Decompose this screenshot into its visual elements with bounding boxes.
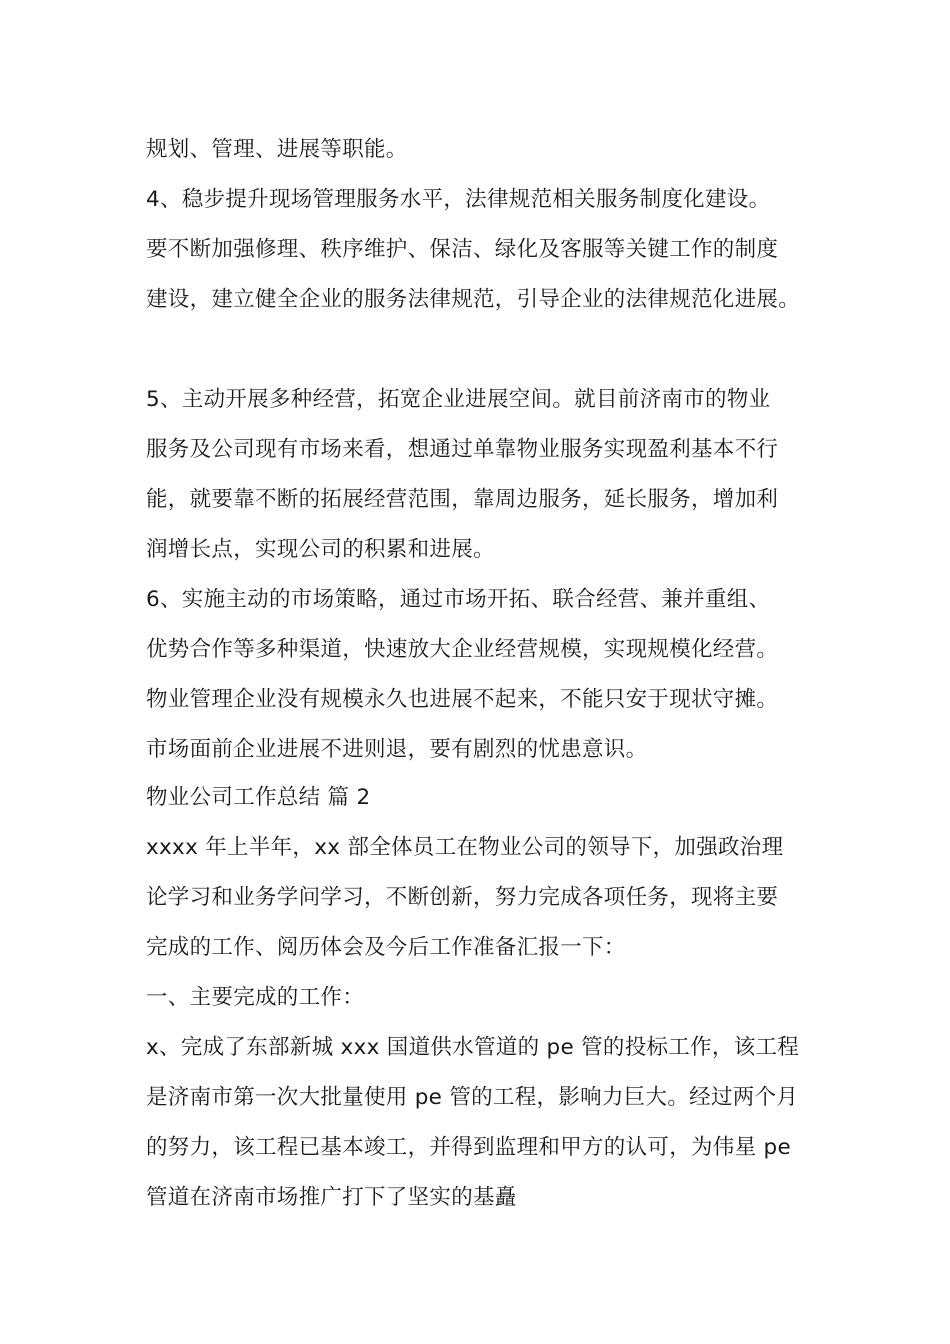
text-line: 一、主要完成的工作： xyxy=(146,985,365,1010)
text-line: 完成的工作、阅历体会及今后工作准备汇报一下： xyxy=(146,935,626,960)
text-line: 是济南市第一次大批量使用 pe 管的工程，影响力巨大。经过两个月 xyxy=(146,1085,799,1110)
text-line: 建设，建立健全企业的服务法律规范，引导企业的法律规范化进展。 xyxy=(146,287,801,312)
text-line: 6、实施主动的市场策略，通过市场开拓、联合经营、兼并重组、 xyxy=(146,587,771,612)
text-line: x、完成了东部新城 xxx 国道供水管道的 pe 管的投标工作，该工程 xyxy=(146,1035,800,1060)
section-heading: 物业公司工作总结 篇 2 xyxy=(146,785,371,810)
text-line: xxxx 年上半年，xx 部全体员工在物业公司的领导下，加强政治理 xyxy=(146,835,784,860)
text-line: 优势合作等多种渠道，快速放大企业经营规模，实现规模化经营。 xyxy=(146,637,779,662)
text-line: 要不断加强修理、秩序维护、保洁、绿化及客服等关键工作的制度 xyxy=(146,237,779,262)
text-line: 能，就要靠不断的拓展经营范围，靠周边服务，延长服务，增加利 xyxy=(146,487,779,512)
text-line: 服务及公司现有市场来看，想通过单靠物业服务实现盈利基本不行 xyxy=(146,437,779,462)
text-line: 物业管理企业没有规模永久也进展不起来，不能只安于现状守摊。 xyxy=(146,687,779,712)
text-line: 5、主动开展多种经营，拓宽企业进展空间。就目前济南市的物业 xyxy=(146,387,771,412)
text-line: 的努力，该工程已基本竣工，并得到监理和甲方的认可，为伟星 pe xyxy=(146,1135,792,1160)
text-line: 论学习和业务学问学习，不断创新，努力完成各项任务，现将主要 xyxy=(146,885,779,910)
text-line: 规划、管理、进展等职能。 xyxy=(146,137,408,162)
text-line: 管道在济南市场推广打下了坚实的基矗 xyxy=(146,1185,517,1210)
text-line: 4、稳步提升现场管理服务水平，法律规范相关服务制度化建设。 xyxy=(146,187,771,212)
text-line: 市场面前企业进展不进则退，要有剧烈的忧患意识。 xyxy=(146,737,648,762)
text-line: 润增长点，实现公司的积累和进展。 xyxy=(146,537,495,562)
